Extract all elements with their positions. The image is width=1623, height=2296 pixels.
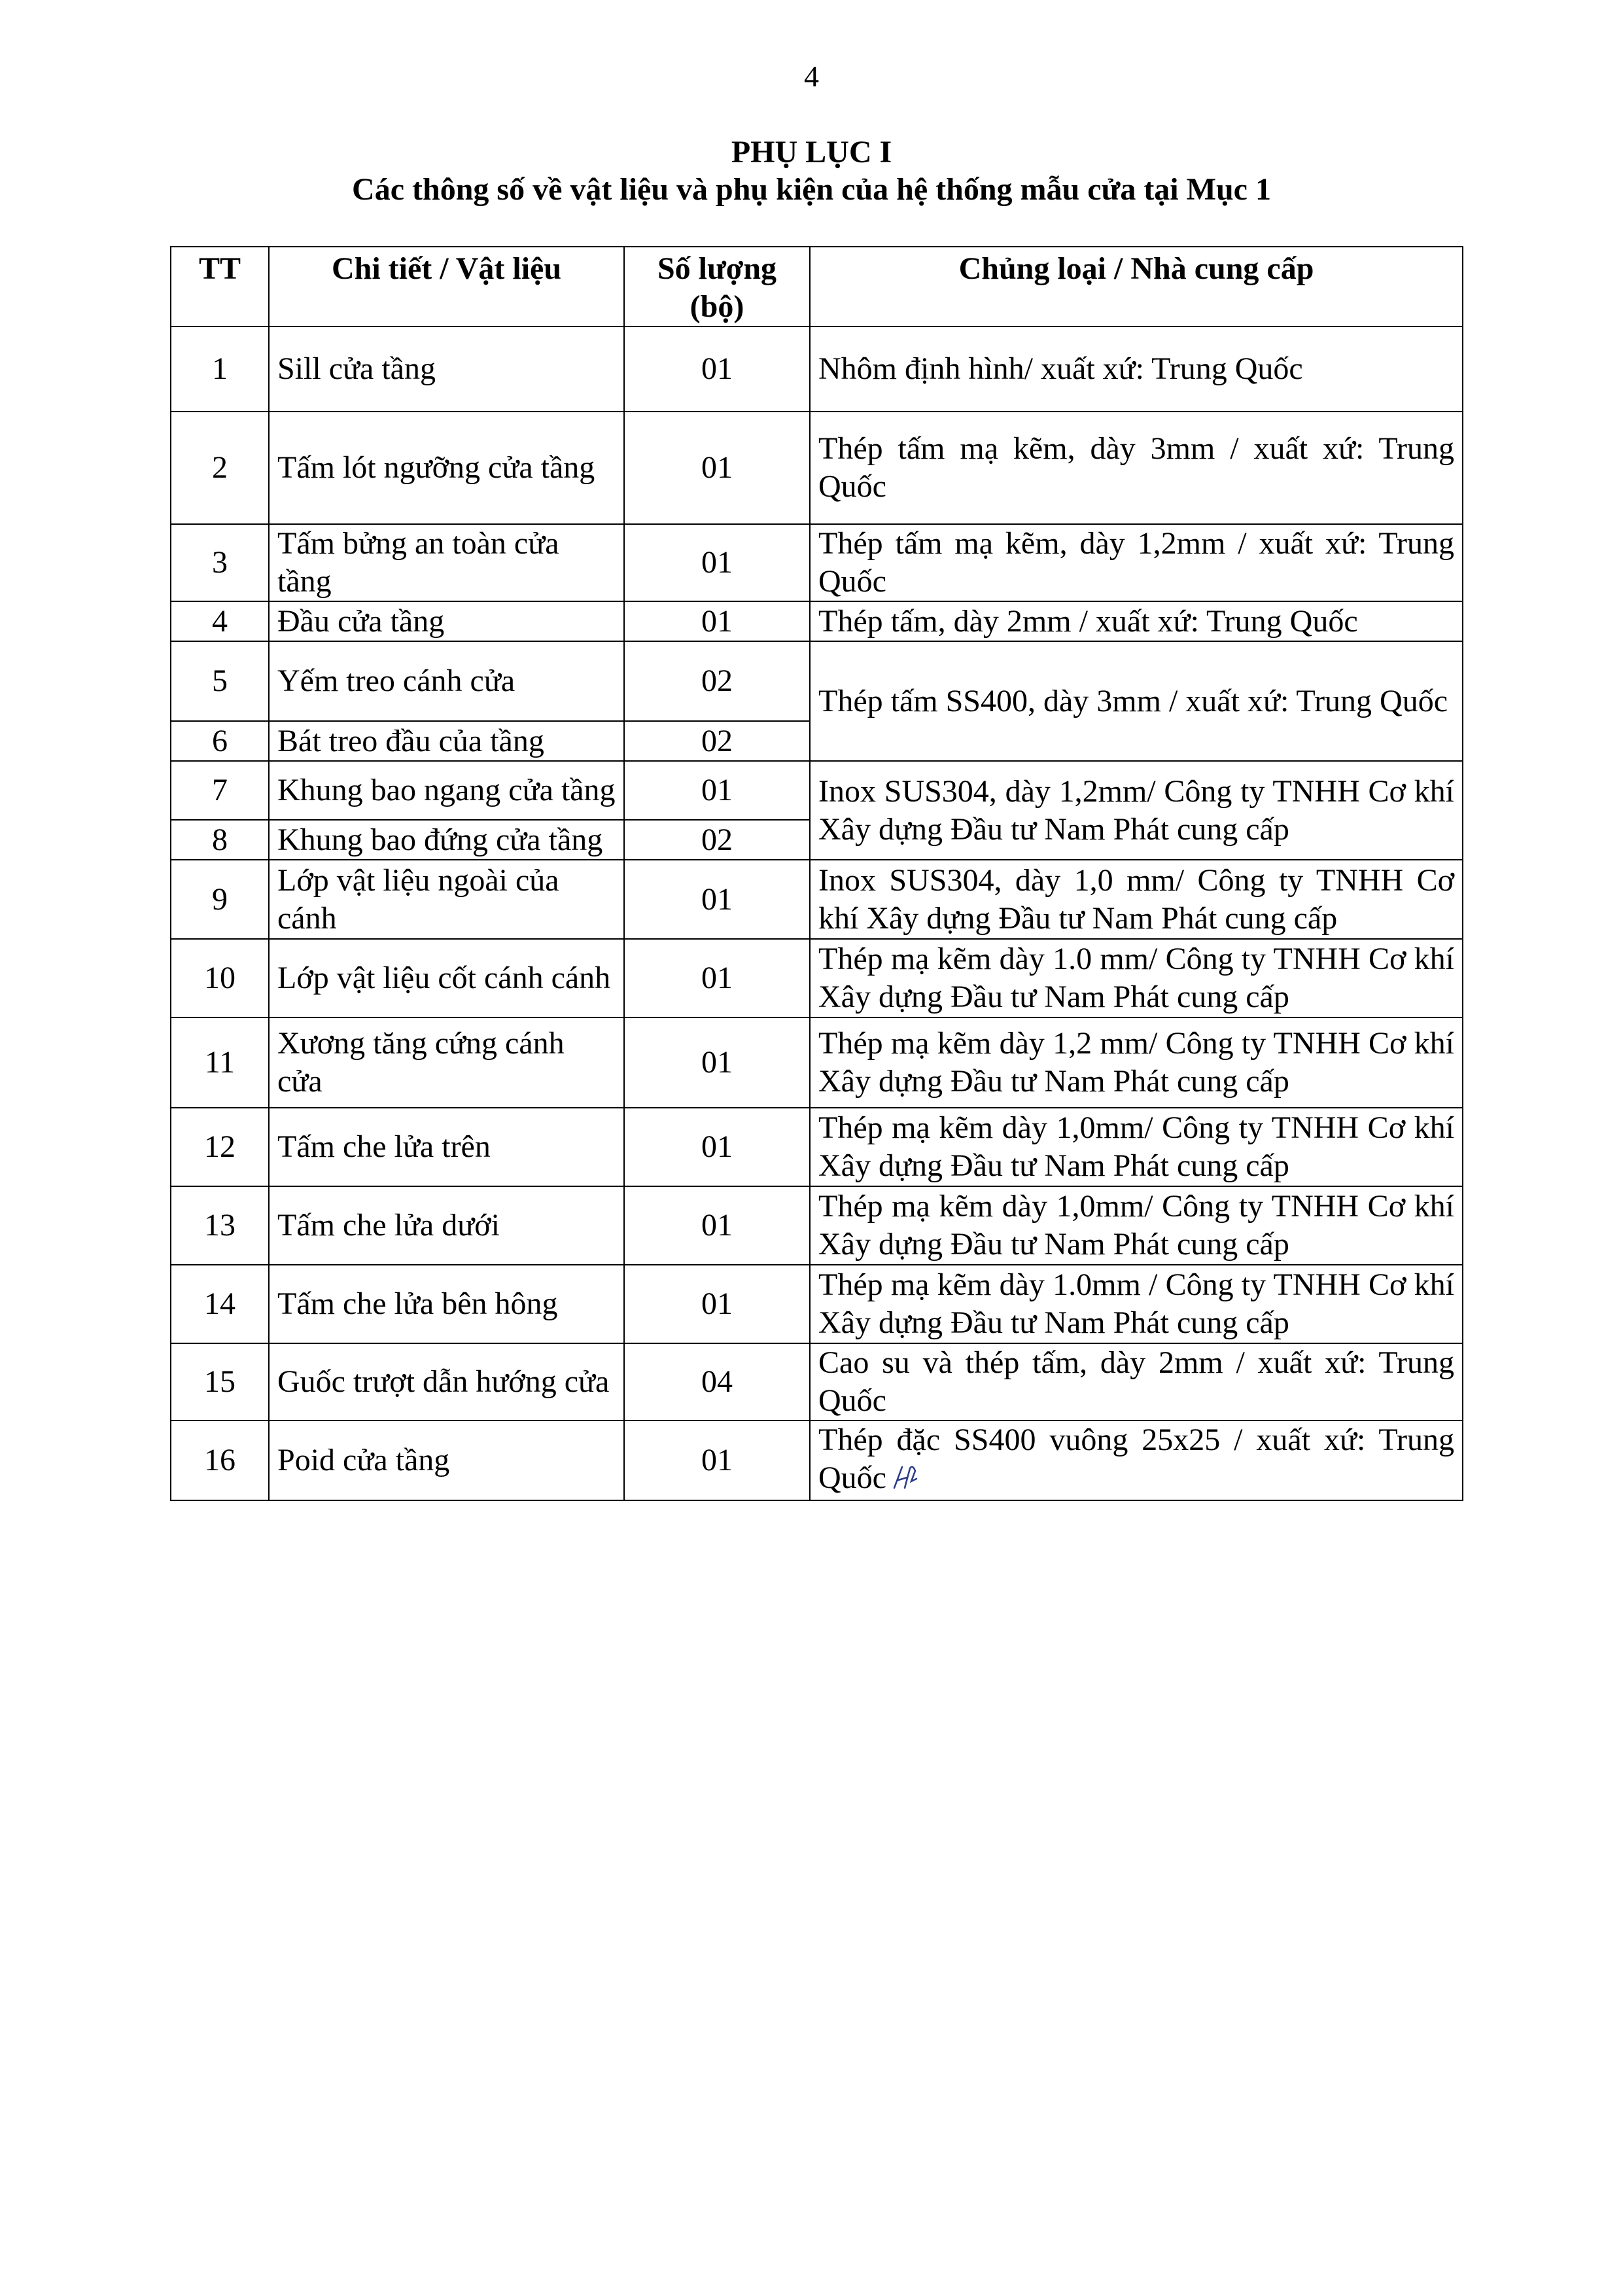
cell-supplier: Thép mạ kẽm dày 1,0mm/ Công ty TNHH Cơ khí Xây dựng Đầu tư Nam Phát cung cấp xyxy=(810,1186,1463,1265)
table-row xyxy=(171,327,1463,412)
cell-qty: 01 xyxy=(624,939,810,1017)
cell-tt: 12 xyxy=(171,1108,269,1186)
cell-name: Đầu cửa tầng xyxy=(269,601,624,641)
cell-tt: 2 xyxy=(171,412,269,524)
cell-qty: 01 xyxy=(624,1186,810,1265)
cell-tt: 6 xyxy=(171,721,269,761)
cell-qty: 01 xyxy=(624,1017,810,1108)
table-row xyxy=(171,860,1463,939)
table-row xyxy=(171,1108,1463,1186)
cell-name: Tấm che lửa dưới xyxy=(269,1186,624,1265)
cell-qty: 04 xyxy=(624,1343,810,1421)
cell-name: Poid cửa tầng xyxy=(269,1421,624,1500)
cell-name: Tấm che lửa bên hông xyxy=(269,1265,624,1343)
cell-name: Khung bao ngang cửa tầng xyxy=(269,761,624,820)
table-row xyxy=(171,641,1463,721)
cell-supplier: Thép tấm SS400, dày 3mm / xuất xứ: Trung Quốc xyxy=(810,641,1463,761)
cell-qty: 01 xyxy=(624,412,810,524)
cell-supplier: Cao su và thép tấm, dày 2mm / xuất xứ: Trung Quốc xyxy=(810,1343,1463,1421)
cell-qty: 01 xyxy=(624,327,810,412)
cell-name: Khung bao đứng cửa tầng xyxy=(269,820,624,860)
cell-qty: 01 xyxy=(624,524,810,601)
cell-supplier: Thép mạ kẽm dày 1.0mm / Công ty TNHH Cơ khí Xây dựng Đầu tư Nam Phát cung cấp xyxy=(810,1265,1463,1343)
cell-supplier: Inox SUS304, dày 1,0 mm/ Công ty TNHH Cơ khí Xây dựng Đầu tư Nam Phát cung cấp xyxy=(810,860,1463,939)
cell-name: Lớp vật liệu ngoài của cánh xyxy=(269,860,624,939)
cell-tt: 7 xyxy=(171,761,269,820)
cell-qty: 01 xyxy=(624,1265,810,1343)
cell-name: Tấm bửng an toàn cửa tầng xyxy=(269,524,624,601)
signature-mark xyxy=(890,1462,919,1500)
table-row xyxy=(171,1017,1463,1108)
cell-name: Sill cửa tầng xyxy=(269,327,624,412)
cell-tt: 9 xyxy=(171,860,269,939)
cell-qty: 02 xyxy=(624,721,810,761)
cell-name: Guốc trượt dẫn hướng cửa xyxy=(269,1343,624,1421)
cell-name: Bát treo đầu của tầng xyxy=(269,721,624,761)
cell-tt: 5 xyxy=(171,641,269,721)
table-row xyxy=(171,1343,1463,1421)
cell-qty: 02 xyxy=(624,641,810,721)
cell-supplier: Thép đặc SS400 vuông 25x25 / xuất xứ: Trung Quốc xyxy=(818,1422,1454,1495)
cell-qty: 01 xyxy=(624,860,810,939)
cell-name: Lớp vật liệu cốt cánh cánh xyxy=(269,939,624,1017)
cell-tt: 10 xyxy=(171,939,269,1017)
cell-tt: 1 xyxy=(171,327,269,412)
cell-tt: 8 xyxy=(171,820,269,860)
cell-supplier: Nhôm định hình/ xuất xứ: Trung Quốc xyxy=(810,327,1463,412)
cell-supplier: Thép mạ kẽm dày 1,0mm/ Công ty TNHH Cơ khí Xây dựng Đầu tư Nam Phát cung cấp xyxy=(810,1108,1463,1186)
cell-supplier: Thép mạ kẽm dày 1.0 mm/ Công ty TNHH Cơ khí Xây dựng Đầu tư Nam Phát cung cấp xyxy=(810,939,1463,1017)
cell-qty: 01 xyxy=(624,1421,810,1500)
cell-supplier: Thép mạ kẽm dày 1,2 mm/ Công ty TNHH Cơ khí Xây dựng Đầu tư Nam Phát cung cấp xyxy=(810,1017,1463,1108)
cell-name: Xương tăng cứng cánh cửa xyxy=(269,1017,624,1108)
cell-tt: 15 xyxy=(171,1343,269,1421)
cell-name: Tấm che lửa trên xyxy=(269,1108,624,1186)
page-number: 4 xyxy=(804,60,819,93)
cell-supplier: Thép tấm mạ kẽm, dày 3mm / xuất xứ: Trung Quốc xyxy=(810,412,1463,524)
table-row xyxy=(171,601,1463,641)
cell-tt: 13 xyxy=(171,1186,269,1265)
cell-supplier: Thép tấm, dày 2mm / xuất xứ: Trung Quốc xyxy=(810,601,1463,641)
table-row xyxy=(171,761,1463,820)
header-qty-line1: Số lượng xyxy=(657,251,777,286)
header-name: Chi tiết / Vật liệu xyxy=(269,247,624,327)
header-qty xyxy=(624,247,810,327)
table-row xyxy=(171,412,1463,524)
cell-tt: 3 xyxy=(171,524,269,601)
materials-table xyxy=(170,246,1463,1501)
header-tt: TT xyxy=(171,247,269,327)
appendix-title: PHỤ LỤC I xyxy=(731,135,892,169)
table-row xyxy=(171,1186,1463,1265)
cell-tt: 16 xyxy=(171,1421,269,1500)
cell-tt: 11 xyxy=(171,1017,269,1108)
cell-qty: 02 xyxy=(624,820,810,860)
table-row xyxy=(171,939,1463,1017)
cell-name: Yếm treo cánh cửa xyxy=(269,641,624,721)
table-row xyxy=(171,1421,1463,1500)
cell-supplier: Thép tấm mạ kẽm, dày 1,2mm / xuất xứ: Trung Quốc xyxy=(810,524,1463,601)
header-qty-line2: (bộ) xyxy=(689,289,744,324)
cell-qty: 01 xyxy=(624,761,810,820)
cell-qty: 01 xyxy=(624,601,810,641)
cell-name: Tấm lót ngưỡng cửa tầng xyxy=(269,412,624,524)
header-supplier: Chủng loại / Nhà cung cấp xyxy=(810,247,1463,327)
appendix-subtitle: Các thông số về vật liệu và phụ kiện của hệ thống mẫu cửa tại Mục 1 xyxy=(352,172,1271,207)
cell-supplier: Inox SUS304, dày 1,2mm/ Công ty TNHH Cơ khí Xây dựng Đầu tư Nam Phát cung cấp xyxy=(810,761,1463,860)
cell-qty: 01 xyxy=(624,1108,810,1186)
table-header-row xyxy=(171,247,1463,327)
cell-tt: 14 xyxy=(171,1265,269,1343)
table-row xyxy=(171,524,1463,601)
table-row xyxy=(171,1265,1463,1343)
cell-supplier-with-signature xyxy=(810,1421,1463,1500)
cell-tt: 4 xyxy=(171,601,269,641)
